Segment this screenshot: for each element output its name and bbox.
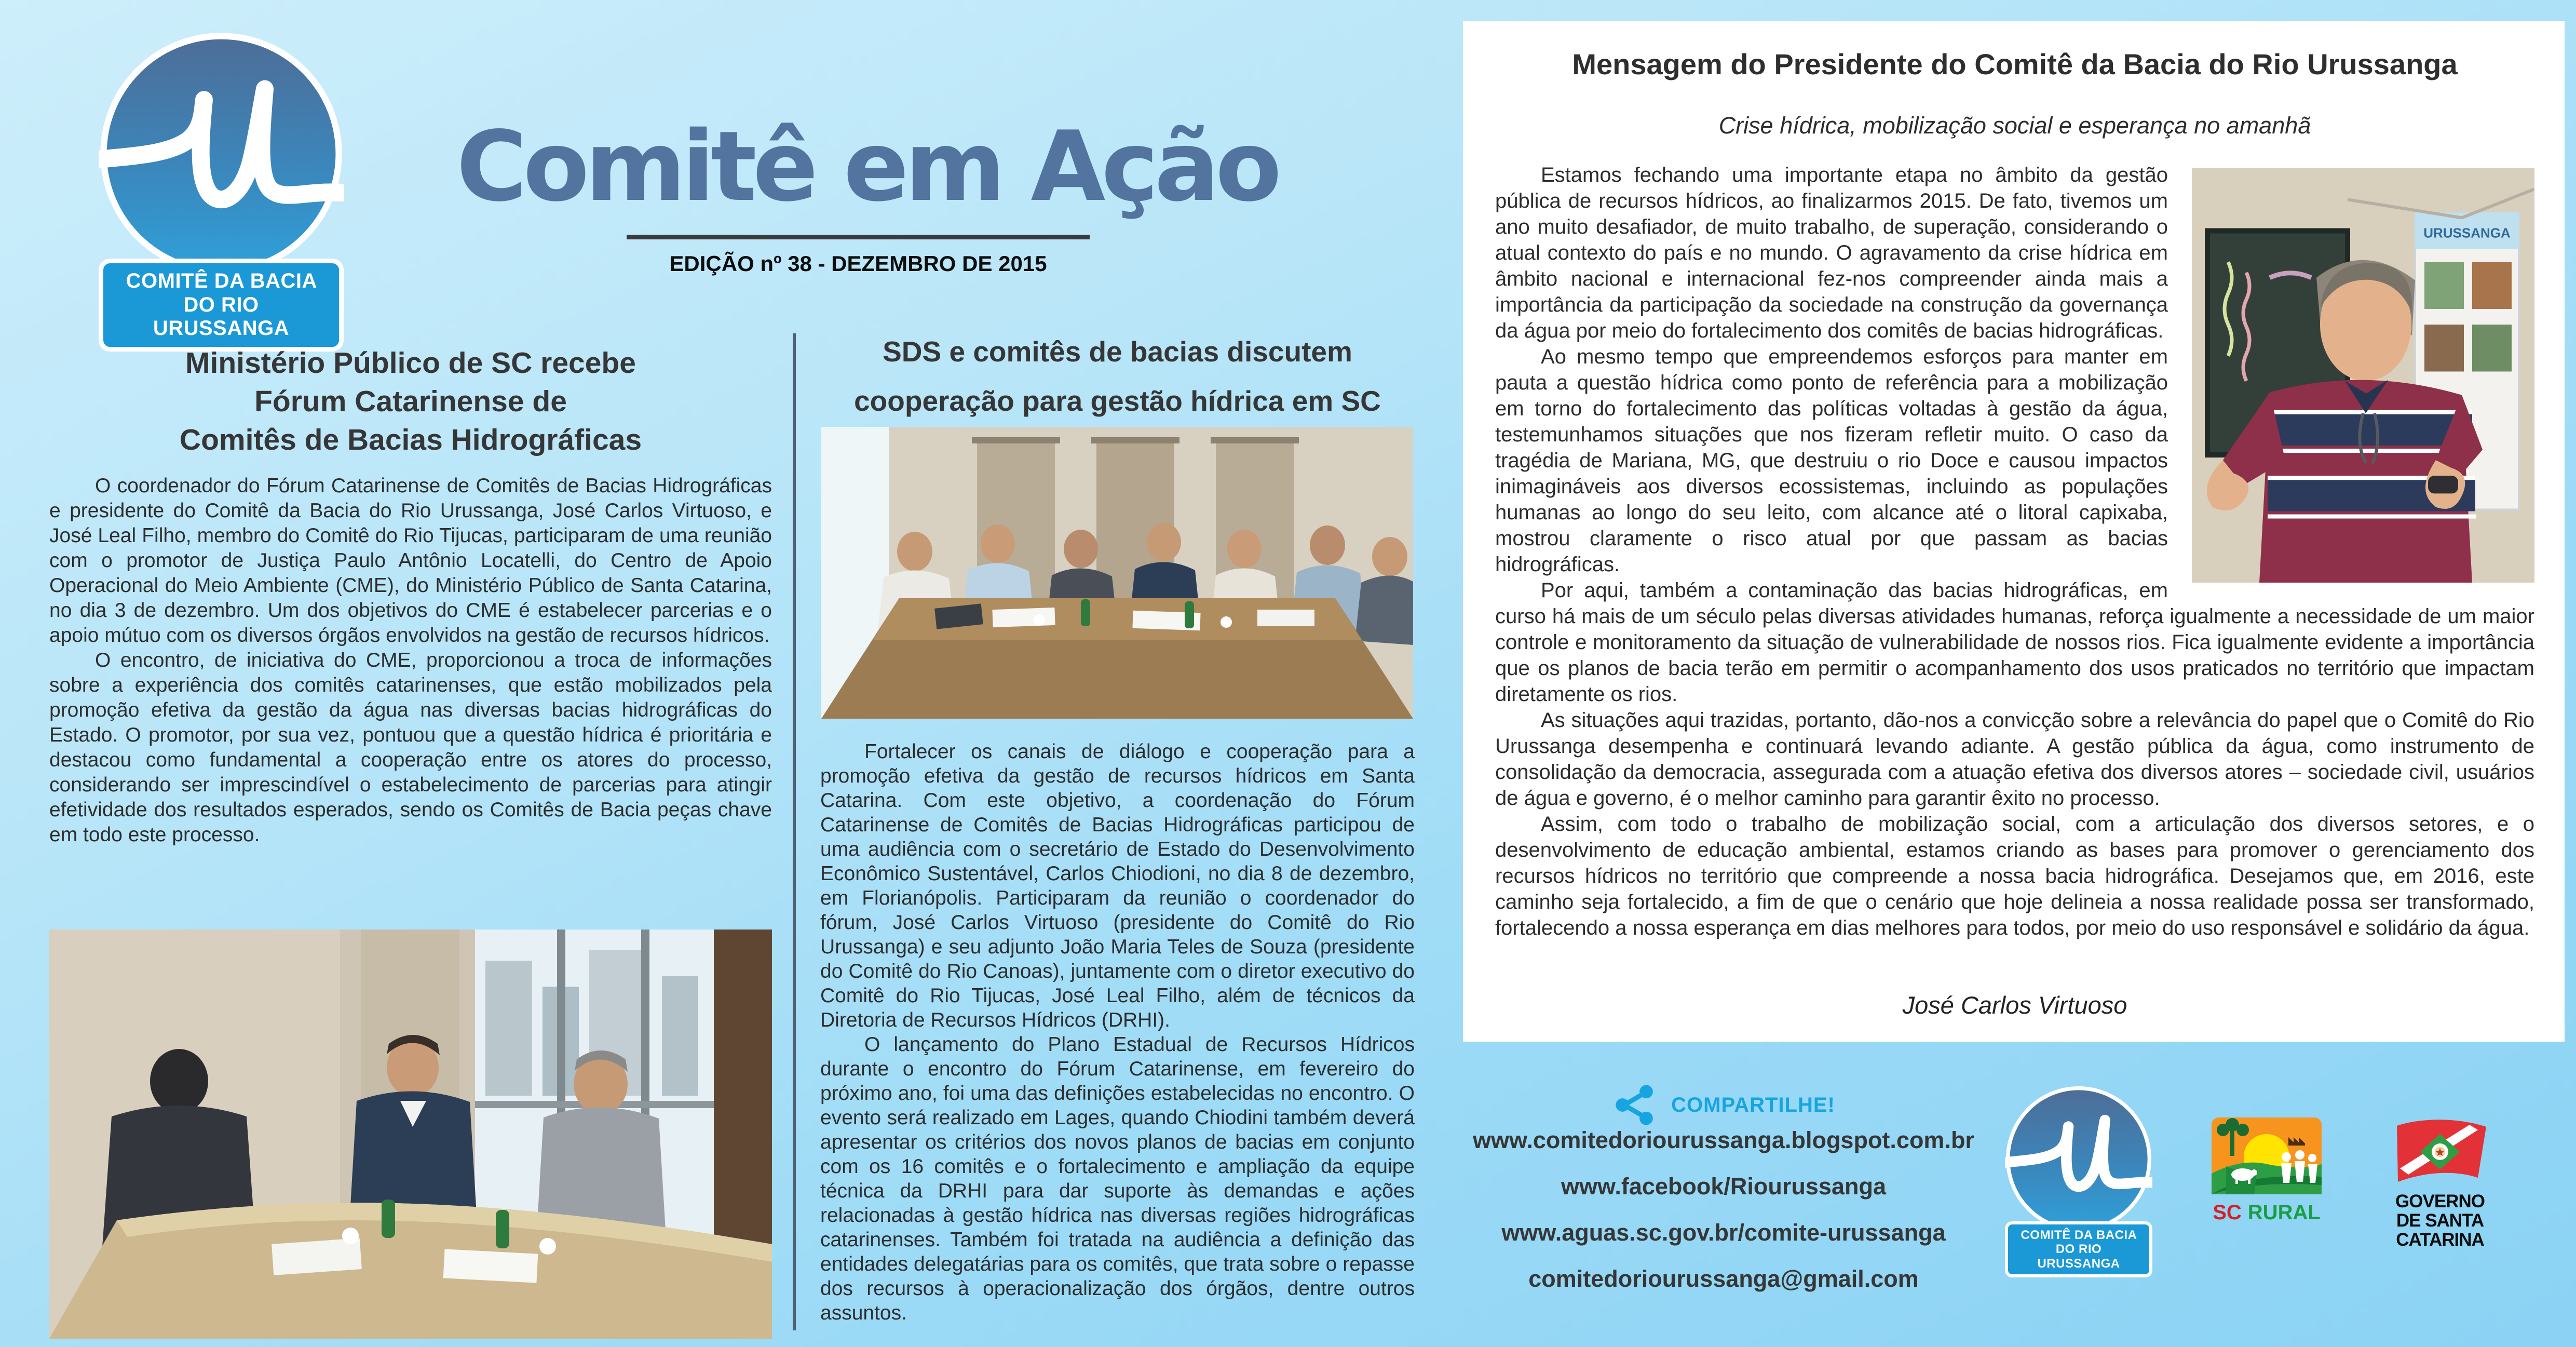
middle-article-title: [820, 327, 1415, 426]
paragraph: Assim, com todo o trabalho de mobilização social, com a articulação dos diversos setores, e o desenvolvimento de educação ambiental, estamos criando as bases para promover o gerenciamento dos recursos hídricos no território que compreende a nossa bacia hidrográfica. Desejamos que, em 2016, este caminho seja fortalecido, a fim de que o cenário que hoje delineia a nossa realidade possa ser transformado, fortalecendo a nossa esperança em dias melhores para todos, por meio do uso responsável e solidário da água.: [1495, 813, 2534, 940]
photo-middle-illustration: [821, 427, 1413, 719]
sc-rural-sc: SC: [2213, 1201, 2242, 1224]
photo-president-speaking: [2192, 168, 2534, 583]
photo-middle-conference: [821, 427, 1413, 719]
committee-logo-banner: [99, 259, 344, 352]
left-article-title: [49, 344, 772, 459]
left-title-line1: Ministério Público de SC recebe: [185, 346, 636, 380]
sc-rural-icon: [2211, 1116, 2323, 1195]
sc-rural-logo: [2211, 1116, 2323, 1224]
left-title-line3: Comitês de Bacias Hidrográficas: [179, 423, 642, 456]
footer-committee-logo: [2005, 1085, 2152, 1277]
footer-committee-logo-banner: [2005, 1221, 2152, 1277]
middle-title-line1: SDS e comitês de bacias discutem: [883, 335, 1352, 368]
footer-logo-banner-line1: COMITÊ DA BACIA: [2021, 1228, 2137, 1242]
footer-committee-logo-u-icon: [2005, 1085, 2152, 1233]
signature: José Carlos Virtuoso: [1902, 991, 2127, 1019]
link-aguas-sc[interactable]: www.aguas.sc.gov.br/comite-urussanga: [1501, 1219, 1946, 1246]
share-icon[interactable]: [1612, 1082, 1658, 1128]
paragraph: Ao mesmo tempo que empreendemos esforços para manter em pauta a questão hídrica como ponto de referência para a mobilização em torno do fortalecimento das políticas voltadas à gestão da água, testemunhamos situações que nos fizeram refletir muito. O caso da tragédia de Mariana, MG, que destruiu o rio Doce e causou impactos inimagináveis aos diversos ecossistemas, incluindo as populações humanas ao longo do seu leito, com alcance até o litoral capixaba, mostrou claramente o risco atual por que passam as bacias hidrográficas.: [1495, 345, 2168, 576]
footer-links: [1443, 1127, 2004, 1292]
panel-message-body: [1495, 162, 2534, 941]
governo-sc-logo: [2382, 1119, 2498, 1249]
link-email[interactable]: comitedoriourussanga@gmail.com: [1528, 1265, 1919, 1292]
paragraph: Por aqui, também a contaminação das bacias hidrográficas, em curso há mais de um século pelas diversas atividades humanas, reforça igualmente a necessidade de um maior controle e monitoramento da situação de vulnerabilidade de nossos rios. Fica igualmente evidente a importância que os planos de bacia terão em permitir o acompanhamento dos usos praticados no território que impactam diretamente os rios.: [1495, 579, 2534, 706]
paragraph: Estamos fechando uma importante etapa no âmbito da gestão pública de recursos hídricos, ao finalizarmos 2015. De fato, tivemos um ano muito desafiador, de muito trabalho, de superação, considerando o atual contexto do país e no mundo. O agravamento da crise hídrica em âmbito nacional e internacional fez-nos compreender ainda mais a importância da participação da sociedade na construção da governança da água por meio do fortalecimento dos comitês de bacias hidrográficas.: [1495, 164, 2168, 343]
paragraph: Fortalecer os canais de diálogo e cooperação para a promoção efetiva da gestão de recursos hídricos em Santa Catarina. Com este objetivo, a coordenação do Fórum Catarinense de Comitês de Bacias Hidrográficas participou de uma audiência com o secretário de Estado do Desenvolvimento Econômico Sustentável, Carlos Chiodioni, no dia 8 de dezembro, em Florianópolis. Participaram da reunião o coordenador do fórum, José Carlos Virtuoso (presidente do Comitê do Rio Urussanga) e seu adjunto João Maria Teles de Souza (presidente do Comitê do Rio Canoas), juntamente com o diretor executivo do Comitê do Rio Tijucas, José Leal Filho, além de técnicos da Diretoria de Recursos Hídricos (DRHI).: [820, 740, 1415, 1031]
governo-line3: CATARINA: [2396, 1230, 2484, 1250]
paragraph: O lançamento do Plano Estadual de Recursos Hídricos durante o encontro do Fórum Catarinense, em fevereiro do próximo ano, foi uma das definições estabelecidas no encontro. O evento será realizado em Lages, quando Chiodini também deverá apresentar os critérios dos novos planos de bacias em conjunto com os 16 comitês e o fortalecimento e ampliação da equipe técnica da DRHI para dar suporte às demandas e ações relacionadas à gestão hídrica nas diversas regiões hidrográficas catarinenses. Também foi tratada na audiência a definição das entidades delegatárias para os comitês, que trata sobre o repasse dos recursos à operacionalização dos órgãos, dentre outros assuntos.: [820, 1033, 1415, 1324]
title-underline: [627, 235, 1090, 239]
president-message-panel: [1463, 21, 2565, 1042]
edition-label: EDIÇÃO nº 38 - DEZEMBRO DE 2015: [669, 251, 1047, 276]
link-blogspot[interactable]: www.comitedoriourussanga.blogspot.com.br: [1473, 1127, 1974, 1153]
sc-rural-caption: [2211, 1201, 2323, 1224]
logo-banner-line1: COMITÊ DA BACIA: [126, 270, 317, 292]
governo-sc-caption: [2382, 1192, 2498, 1249]
panel-subtitle: Crise hídrica, mobilização social e esperança no amanhã: [1718, 112, 2311, 139]
footer-logo-banner-line2: DO RIO URUSSANGA: [2037, 1242, 2120, 1271]
link-facebook[interactable]: www.facebook/Riourussanga: [1561, 1173, 1886, 1200]
committee-logo-u-icon: [99, 31, 344, 276]
share-label[interactable]: COMPARTILHE!: [1671, 1093, 1835, 1116]
left-title-line2: Fórum Catarinense de: [254, 385, 567, 418]
panel-title: Mensagem do Presidente do Comitê da Bacia do Rio Urussanga: [1572, 48, 2458, 80]
paragraph: O coordenador do Fórum Catarinense de Comitês de Bacias Hidrográficas e presidente do Comitê da Bacia do Rio Urussanga, José Carlos Virtuoso, e José Leal Filho, membro do Comitê do Rio Tijucas, participaram de uma reunião com o promotor de Justiça Paulo Antônio Locatelli, do Centro de Apoio Operacional do Meio Ambiente (CME), do Ministério Público de Santa Catarina, no dia 3 de dezembro. Um dos objetivos do CME é estabelecer parcerias e o apoio mútuo com os diversos órgãos envolvidos na gestão de recursos hídricos.: [49, 475, 772, 646]
logo-banner-line2: DO RIO URUSSANGA: [153, 293, 290, 340]
photo-left-illustration: [49, 930, 772, 1339]
sc-rural-rural: RURAL: [2247, 1201, 2321, 1224]
governo-line2: DE SANTA: [2396, 1210, 2484, 1231]
paragraph: O encontro, de iniciativa do CME, proporcionou a troca de informações sobre a experiência dos comitês catarinenses, que estão mobilizados pela promoção efetiva da gestão da água nas diversas bacias hidrográficas do Estado. O promotor, por sua vez, pontuou que a questão hídrica é prioritária e destacou como fundamental a cooperação entre os atores do processo, considerando ser imprescindível o estabelecimento de parcerias para atingir efetividade dos resultados esperados, sendo os Comitês de Bacia peças chave em todo este processo.: [49, 649, 772, 846]
committee-logo: [99, 31, 344, 352]
middle-title-line2: cooperação para gestão hídrica em SC: [854, 385, 1381, 417]
sc-flag-icon: [2391, 1119, 2489, 1185]
photo-left-meeting: [49, 930, 772, 1339]
middle-article-body: [820, 739, 1415, 1325]
column-divider: [793, 333, 796, 1330]
photo-banner-text: URUSSANGA: [2423, 225, 2511, 241]
share-row[interactable]: [1443, 1082, 2004, 1128]
paragraph: As situações aqui trazidas, portanto, dão-nos a convicção sobre a relevância do papel que o Comitê do Rio Urussanga desempenha e continuará levando adiante. A gestão pública da água, como instrumento de consolidação da democracia, assegurada com a atuação efetiva dos diversos atores – sociedade civil, usuários de água e governo, é o melhor caminho para garantir êxito no processo.: [1495, 709, 2534, 810]
governo-line1: GOVERNO: [2395, 1191, 2485, 1211]
left-article-body: [49, 474, 772, 847]
photo-president-illustration: [2192, 168, 2534, 583]
newsletter-title: Comitê em Ação: [456, 110, 1278, 223]
